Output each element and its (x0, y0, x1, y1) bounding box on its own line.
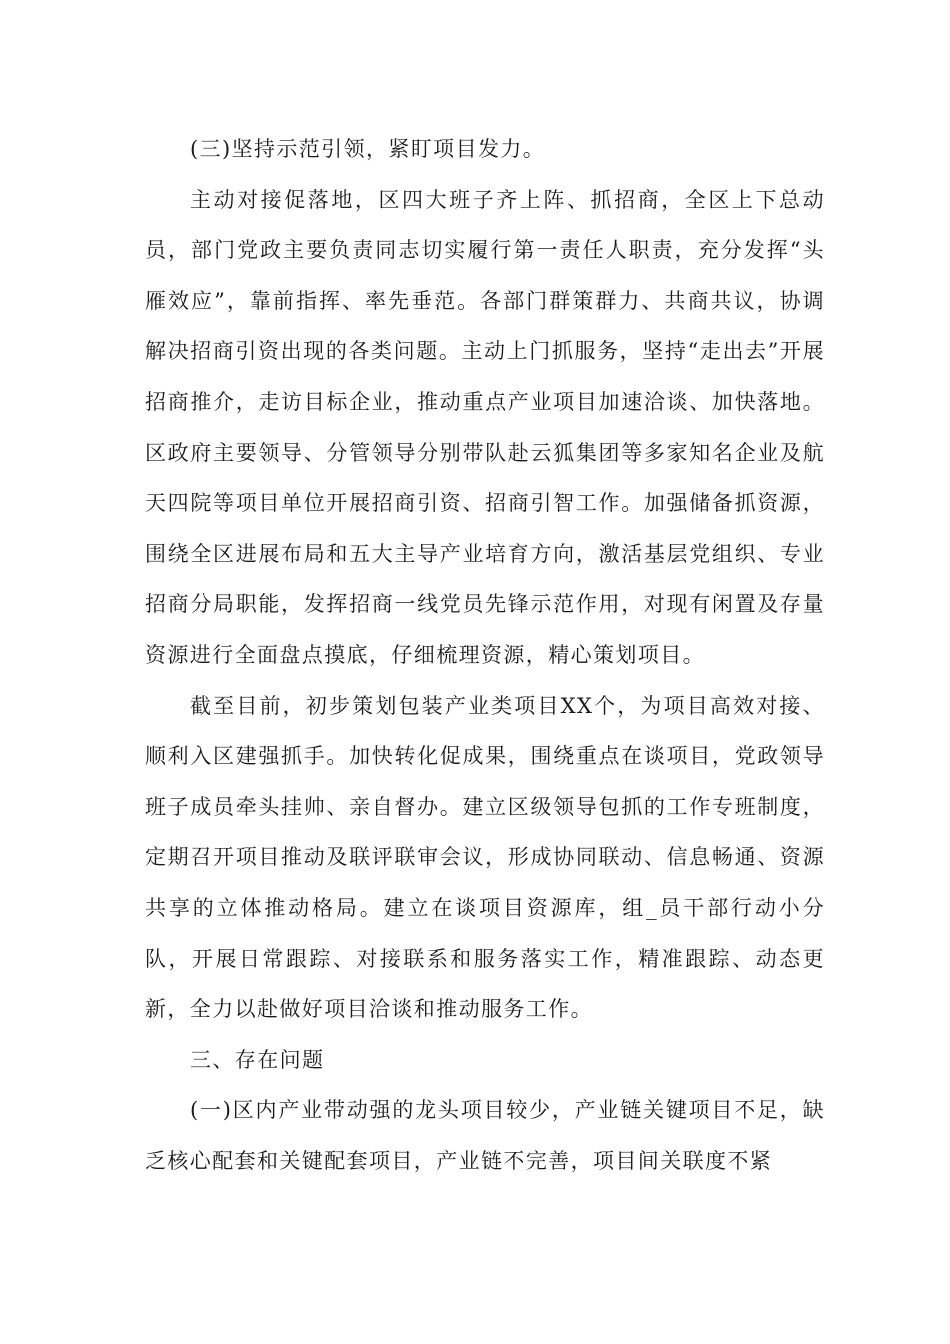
paragraph-problem-one: (一)区内产业带动强的龙头项目较少，产业链关键项目不足，缺乏核心配套和关键配套项目，产业链不完善，项目间关联度不紧 (145, 1098, 825, 1173)
section-heading-problems: 三、存在问题 (190, 1047, 325, 1072)
document-body (145, 124, 825, 1186)
paragraph-project-progress: 截至目前，初步策划包装产业类项目XX个，为项目高效对接、顺利入区建强抓手。加快转化促成果，围绕重点在谈项目，党政领导班子成员牵头挂帅、亲自督办。建立区级领导包抓的工作专班制度，定期召开项目推动及联评联审会议，形成协同联动、信息畅通、资源共享的立体推动格局。建立在谈项目资源库，组_员干部行动小分队，开展日常跟踪、对接联系和服务落实工作，精准跟踪、动态更新，全力以赴做好项目洽谈和推动服务工作。 (145, 693, 825, 1022)
paragraph-investment-promotion: 主动对接促落地，区四大班子齐上阵、抓招商，全区上下总动员，部门党政主要负责同志切实履行第一责任人职责，充分发挥“头雁效应”，靠前指挥、率先垂范。各部门群策群力、共商共议，协调解决招商引资出现的各类问题。主动上门抓服务，坚持“走出去”开展招商推介，走访目标企业，推动重点产业项目加速洽谈、加快落地。区政府主要领导、分管领导分别带队赴云狐集团等多家知名企业及航天四院等项目单位开展招商引资、招商引智工作。加强储备抓资源，围绕全区进展布局和五大主导产业培育方向，激活基层党组织、专业招商分局职能，发挥招商一线党员先锋示范作用，对现有闲置及存量资源进行全面盘点摸底，仔细梳理资源，精心策划项目。 (145, 187, 825, 667)
section-heading-demonstration: (三)坚持示范引领，紧盯项目发力。 (190, 137, 546, 161)
